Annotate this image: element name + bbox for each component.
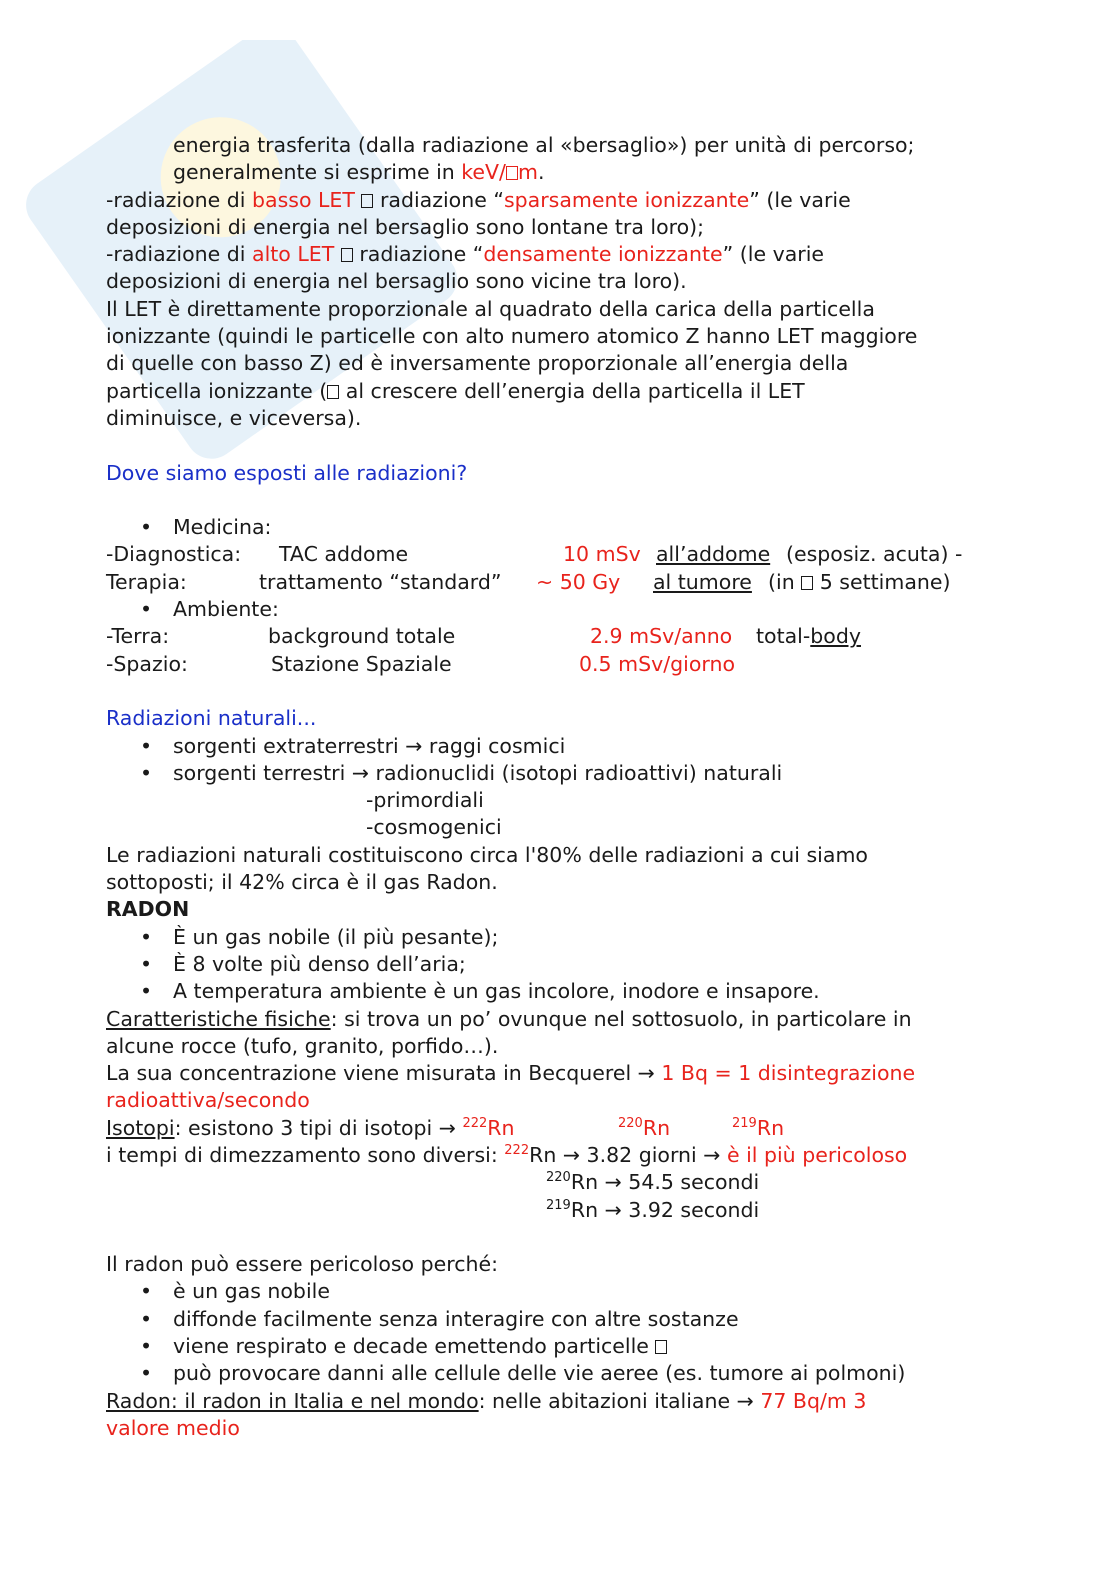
list-item [106,924,1006,951]
text-line [106,350,1006,377]
list-item [106,596,1006,623]
text: particella ionizzante ( [106,378,328,403]
text-line [106,241,1006,268]
dose-value: 2.9 mSv/anno [590,624,733,649]
missing-glyph-icon [506,166,518,180]
cell: trattamento “standard” [259,569,502,594]
cell: TAC addome [279,542,409,567]
bullet-icon: • [140,1279,153,1304]
text: i tempi di dimezzamento sono diversi: [106,1142,505,1167]
text: A temperatura ambiente è un gas incolore, inodore e insapore. [173,979,820,1004]
list-item [106,951,1006,978]
text: -radiazione di [106,242,253,267]
isotope-220 [618,1115,670,1142]
text-line [106,1142,1006,1169]
heading-text: Radiazioni naturali... [106,706,317,731]
text-line [106,1115,1006,1142]
highlight: radioattiva/secondo [106,1088,310,1113]
text: Rn → 3.92 secondi [570,1197,760,1222]
highlight: basso LET [252,187,355,212]
cell: (in [768,569,795,594]
cell: 5 settimane) [819,569,951,594]
text: ” (le varie [722,242,824,267]
highlight: 1 Bq = 1 disintegrazione [661,1061,916,1086]
text: : si trova un po’ ovunque nel sottosuolo, in particolare in [330,1006,912,1031]
text: Il LET è direttamente proporzionale al quadrato della carica della particella [106,296,875,321]
text: energia trasferita (dalla radiazione al «bersaglio») per unità di percorso; [173,133,915,157]
text: -radiazione di [106,187,253,212]
cell: al tumore [653,569,752,594]
table-row [106,569,1006,596]
highlight: densamente ionizzante [483,242,723,267]
text-line [106,268,1006,295]
bullet-icon: • [140,924,153,949]
underlined-label: Caratteristiche fisiche [106,1006,331,1031]
missing-glyph-icon [655,1340,667,1354]
text: deposizioni di energia nel bersaglio sono lontane tra loro); [106,214,705,239]
missing-glyph-icon [327,385,339,399]
dose-value: 10 mSv [563,542,641,567]
isotope-222 [504,1143,529,1167]
text-line [106,187,1006,214]
text: Rn → 54.5 secondi [570,1170,760,1195]
highlight: è il più pericoloso [726,1142,908,1167]
highlight: 77 Bq/m 3 [760,1388,867,1413]
text: : nelle abitazioni italiane → [478,1388,761,1413]
text-line [106,1251,1006,1278]
text: radiazione “ [352,242,484,267]
text-line [106,1087,1006,1114]
text: alcune rocce (tufo, granito, porfido…). [106,1033,499,1058]
text-line [106,1197,1006,1224]
text: sottoposti; il 42% circa è il gas Radon. [106,870,498,895]
text: Le radiazioni naturali costituiscono circa l'80% delle radiazioni a cui siamo [106,842,868,867]
bullet-icon: • [140,760,153,785]
section-title [106,896,1006,923]
cell: total- [756,624,811,649]
underlined-label: Radon: il radon in Italia e nel mondo [106,1388,479,1413]
highlight: sparsamente ionizzante [503,187,750,212]
bullet-icon: • [140,951,153,976]
cell: all’addome [656,542,771,567]
text: radiazione “ [373,187,504,212]
text: È un gas nobile (il più pesante); [173,924,499,949]
text: diffonde facilmente senza interagire con altre sostanze [173,1306,739,1331]
list-item [106,760,1006,787]
text: La sua concentrazione viene misurata in Becquerel → [106,1061,662,1086]
list-item [106,1333,1006,1360]
element-symbol: Rn [642,1115,671,1140]
heading-text: Dove siamo esposti alle radiazioni? [106,460,468,485]
text-line [106,1415,1006,1442]
dose-value: ~ 50 Gy [536,569,621,594]
bullet-icon: • [140,979,153,1004]
text: Rn → 3.82 giorni → [529,1142,727,1167]
text-line [106,296,1006,323]
text: Medicina: [173,515,272,540]
cell: (esposiz. acuta) - [786,542,963,567]
mass-number: 219 [732,1115,757,1131]
unit-text: keV/ [461,160,506,185]
cell: Stazione Spaziale [271,651,452,676]
text-line [106,159,1006,186]
bullet-icon: • [140,597,153,622]
bullet-icon: • [140,733,153,758]
text-line [106,378,1006,405]
element-symbol: Rn [756,1115,785,1140]
list-item [106,1360,1006,1387]
mass-number: 220 [618,1115,643,1131]
text: è un gas nobile [173,1279,330,1304]
list-item [106,1306,1006,1333]
text-line [106,842,1006,869]
text: ” (le varie [749,187,851,212]
row-label: -Spazio: [106,651,188,676]
text: . [537,160,545,185]
unit-text: m [517,160,538,185]
text: deposizioni di energia nel bersaglio sono vicine tra loro). [106,269,687,294]
text-line [106,1169,1006,1196]
underlined-label: Isotopi [106,1115,175,1140]
missing-glyph-icon [801,576,813,590]
section-heading [106,705,1006,732]
text: viene respirato e decade emettendo particelle [173,1334,649,1359]
missing-glyph-icon [361,194,373,208]
text-line [106,405,1006,432]
sub-item [106,787,1006,814]
text: al crescere dell’energia della particella il LET [339,378,805,403]
cell: body [810,624,861,649]
blank-line [106,1224,1006,1251]
sub-item [106,814,1006,841]
text-line [106,1006,1006,1033]
text-line [106,323,1006,350]
list-item [106,978,1006,1005]
cell: background totale [268,624,456,649]
text-line [106,132,1006,159]
text: : esistono 3 tipi di isotopi → [174,1115,463,1140]
text-line [106,869,1006,896]
isotope-219 [732,1115,784,1142]
dose-value: 0.5 mSv/giorno [579,651,735,676]
text: -cosmogenici [366,815,502,840]
highlight: alto LET [252,242,335,267]
mass-number: 220 [546,1170,571,1186]
title-text: RADON [106,897,190,922]
text-line [106,1060,1006,1087]
document-body [106,132,1006,1442]
mass-number: 219 [546,1197,571,1213]
element-symbol: Rn [487,1115,515,1140]
text-line [106,214,1006,241]
table-row [106,541,1006,568]
bullet-icon: • [140,1334,153,1359]
mass-number: 222 [504,1142,530,1158]
isotope-222 [462,1116,514,1140]
row-label: -Terra: [106,624,170,649]
text: -primordiali [366,788,484,813]
section-heading [106,460,1006,487]
row-label: -Diagnostica: [106,542,242,567]
bullet-icon: • [140,515,153,540]
text: sorgenti extraterrestri → raggi cosmici [173,733,566,758]
bullet-icon: • [140,1306,153,1331]
text: sorgenti terrestri → radionuclidi (isotopi radioattivi) naturali [173,760,783,785]
list-item [106,733,1006,760]
blank-line [106,678,1006,705]
blank-line [106,487,1006,514]
text: ionizzante (quindi le particelle con alto numero atomico Z hanno LET maggiore [106,324,918,349]
blank-line [106,432,1006,459]
text: diminuisce, e viceversa). [106,405,362,430]
text: generalmente si esprime in [173,160,462,185]
text: Il radon può essere pericoloso perché: [106,1252,498,1277]
highlight: valore medio [106,1415,240,1440]
text: può provocare danni alle cellule delle vie aeree (es. tumore ai polmoni) [173,1361,906,1386]
bullet-icon: • [140,1361,153,1386]
text-line [106,1033,1006,1060]
missing-glyph-icon [341,248,353,262]
table-row [106,651,1006,678]
list-item [106,1278,1006,1305]
text-line [106,1388,1006,1415]
row-label: Terapia: [106,569,187,594]
text: È 8 volte più denso dell’aria; [173,951,466,976]
list-item [106,514,1006,541]
table-row [106,623,1006,650]
text: Ambiente: [173,597,279,622]
mass-number: 222 [462,1115,488,1131]
text: di quelle con basso Z) ed è inversamente proporzionale all’energia della [106,351,849,376]
